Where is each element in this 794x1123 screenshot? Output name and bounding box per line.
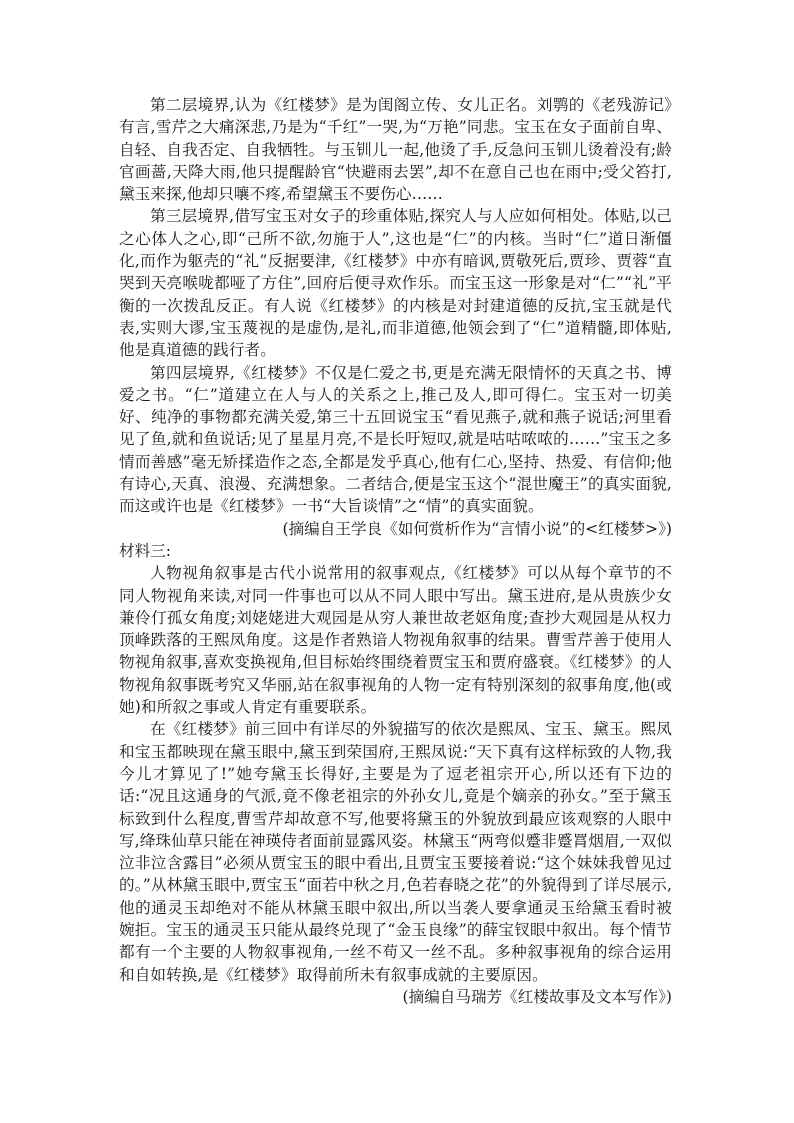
paragraph-fourth-realm: 第四层境界,《红楼梦》不仅是仁爱之书,更是充满无限情怀的天真之书、博爱之书。“仁”道建立在人与人的关系之上,推己及人,即可得仁。宝玉对一切美好、纯净的事物都充满关爱,第三十五回说宝玉“看见燕子,就和燕子说话;河里看见了鱼,就和鱼说话;见了星星月亮,不是长吁短叹,就是咕咕哝哝的……”宝玉之多情而善感”毫无矫揉造作之态,全都是发乎真心,他有仁心,坚持、热爱、有信仰;他有诗心,天真、浪漫、充满想象。二者结合,便是宝玉这个“混世魔王”的真实面貌,而这或许也是《红楼梦》一书“大旨谈情”之“情”的真实面貌。 [119,363,672,516]
material-three-heading: 材料三: [119,541,172,560]
paragraph-perspective-narration: 人物视角叙事是古代小说常用的叙事观点,《红楼梦》可以从每个章节的不同人物视角来读,对同一件事也可以从不同人眼中写出。黛玉进府,是从贵族少女兼伶仃孤女角度;刘姥姥进大观园是从穷人兼世故老妪角度;查抄大观园是从权力顶峰跌落的王熙凤角度。这是作者熟谙人物视角叙事的结果。曹雪芹善于使用人物视角叙事,喜欢变换视角,但目标始终围绕着贾宝玉和贾府盛衰。《红楼梦》的人物视角叙事既考究又华丽,站在叙事视角的人物一定有特别深刻的叙事角度,他(或她)和所叙之事或人肯定有重要联系。 [119,564,672,717]
paragraph-appearance-description: 在《红楼梦》前三回中有详尽的外貌描写的依次是熙凤、宝玉、黛玉。熙凤和宝玉都映现在黛玉眼中,黛玉到荣国府,王熙凤说:“天下真有这样标致的人物,我今儿才算见了!”她夸黛玉长得好,主要是为了逗老祖宗开心,所以还有下边的话:“况且这通身的气派,竟不像老祖宗的外孙女儿,竟是个嫡亲的孙女。”至于黛玉标致到什么程度,曹雪芹却故意不写,他要将黛玉的外貌放到最应该观察的人眼中写,绛珠仙草只能在神瑛侍者面前显露风姿。林黛玉“两弯似蹙非蹙罥烟眉,一双似泣非泣含露目”必须从贾宝玉的眼中看出,且贾宝玉要接着说:“这个妹妹我曾见过的。”从林黛玉眼中,贾宝玉“面若中秋之月,色若春晓之花”的外貌得到了详尽展示,他的通灵玉却绝对不能从林黛玉眼中叙出,所以当袭人要拿通灵玉给黛玉看时被婉拒。宝玉的通灵玉只能从最终兑现了“金玉良缘”的薛宝钗眼中叙出。每个情节都有一个主要的人物叙事视角,一丝不苟又一丝不乱。多种叙事视角的综合运用和自如转换,是《红楼梦》取得前所未有叙事成就的主要原因。 [119,720,672,984]
paragraph-third-realm: 第三层境界,借写宝玉对女子的珍重体贴,探究人与人应如何相处。体贴,以己之心体人之心,即“己所不欲,勿施于人”,这也是“仁”的内核。当时“仁”道日渐僵化,而作为躯壳的“礼”反据要津,《红楼梦》中亦有暗讽,贾敬死后,贾珍、贾蓉“直哭到天亮喉咙都哑了方住”,回府后便寻欢作乐。而宝玉这一形象是对“仁”“礼”平衡的一次拨乱反正。有人说《红楼梦》的内核是对封建道德的反抗,宝玉就是代表,实则大谬,宝玉蔑视的是虚伪,是礼,而非道德,他领会到了“仁”道精髓,即体贴,他是真道德的践行者。 [119,207,672,360]
source-citation-ma: (摘编自马瑞芳《红楼故事及文本写作》) [402,987,672,1006]
document-page [119,94,672,1008]
source-citation-wang: (摘编自王学良《如何赏析作为“言情小说”的<红楼梦>》) [282,519,672,538]
paragraph-second-realm: 第二层境界,认为《红楼梦》是为闺阁立传、女儿正名。刘鹗的《老残游记》有言,雪芹之大痛深悲,乃是为“千红”一哭,为“万艳”同悲。宝玉在女子面前自卑、自轻、自我否定、自我牺牲。与玉钏儿一起,他烫了手,反急问玉钏儿烫着没有;龄官画蔷,天降大雨,他只提醒龄官“快避雨去罢”,却不在意自己也在雨中;受父笞打,黛玉来探,他却只嚷不疼,希望黛玉不要伤心…… [119,96,672,204]
